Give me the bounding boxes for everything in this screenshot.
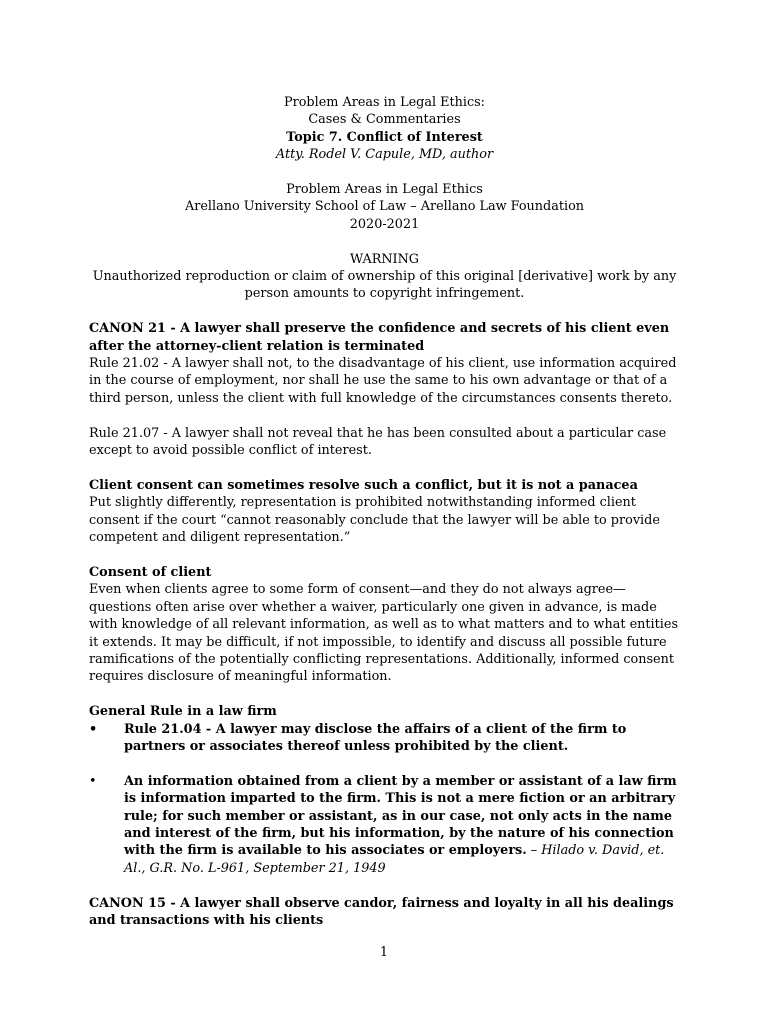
rule-21-07: Rule 21.07 - A lawyer shall not reveal that he has been consulted about a particular case except to avoid possible conflict of interest. [89,425,667,459]
rule-21-07-section [89,425,680,460]
hilado-citation: – Hilado v. David, et. Al., G.R. No. L-961, September 21, 1949 [124,843,665,876]
canon-21-heading: CANON 21 - A lawyer shall preserve the confidence and secrets of his client even after the attorney-client relation is terminated [89,321,670,354]
list-item [89,773,680,877]
course-line2: Arellano University School of Law – Arellano Law Foundation [184,199,585,215]
general-rule-heading: General Rule in a law firm [89,704,277,720]
consent-of-client-heading: Consent of client [89,564,212,580]
hilado-quote: An information obtained from a client by a member or assistant of a law firm is information imparted to the firm. This is not a mere fiction or an arbitrary rule; for such member or assistant, as in our case, not only acts in the name and interest of the firm, but his information, by the nature of his connection with the firm is available to his associates or employers. [124,773,677,859]
bullet-icon: • [89,773,97,789]
course-year: 2020-2021 [349,216,420,232]
general-rule-list [89,721,680,878]
general-rule-section [89,703,680,877]
canon-21-section [89,320,680,407]
header-topic: Topic 7. Conflict of Interest [286,129,483,145]
header-title-line1: Problem Areas in Legal Ethics: [283,95,485,110]
canon-15-section [89,895,680,930]
course-line1: Problem Areas in Legal Ethics [286,182,483,198]
list-item [89,721,680,756]
rule-21-02: Rule 21.02 - A lawyer shall not, to the disadvantage of his client, use information acquired in the course of employment, nor shall he use the same to his own advantage or that of a third person, unless the client with full knowledge of the circumstances consents thereto. [89,356,677,406]
warning-title: WARNING [349,251,420,267]
document-header [89,94,680,303]
consent-of-client-text: Even when clients agree to some form of consent—and they do not always agree—questions often arise over whether a waiver, particularly one given in advance, is made with knowledge of all relevant information, as well as to what matters and to what entities it extends. It may be difficult, if not impossible, to identify and discuss all possible future ramifications of the potentially conflicting representations. Additionally, informed consent requires disclosure of meaningful information. [89,582,679,685]
page-number: 1 [379,945,389,960]
header-author: Atty. Rodel V. Capule, MD, author [275,147,494,163]
canon-15-heading: CANON 15 - A lawyer shall observe candor, fairness and loyalty in all his dealings and transactions with his clients [89,895,674,928]
bullet-icon: • [89,721,98,737]
header-title-line2: Cases & Commentaries [308,112,461,128]
client-consent-text: Put slightly differently, representation is prohibited notwithstanding informed client consent if the court “cannot reasonably conclude that the lawyer will be able to provide competent and diligent representation.” [89,495,660,546]
client-consent-heading: Client consent can sometimes resolve such a conflict, but it is not a panacea [89,477,638,493]
client-consent-section [89,477,680,547]
consent-of-client-section [89,564,680,686]
rule-21-04: Rule 21.04 - A lawyer may disclose the affairs of a client of the firm to partners or associates thereof unless prohibited by the client. [124,721,627,754]
warning-text: Unauthorized reproduction or claim of ownership of this original [derivative] work by any person amounts to copyright infringement. [92,269,677,302]
